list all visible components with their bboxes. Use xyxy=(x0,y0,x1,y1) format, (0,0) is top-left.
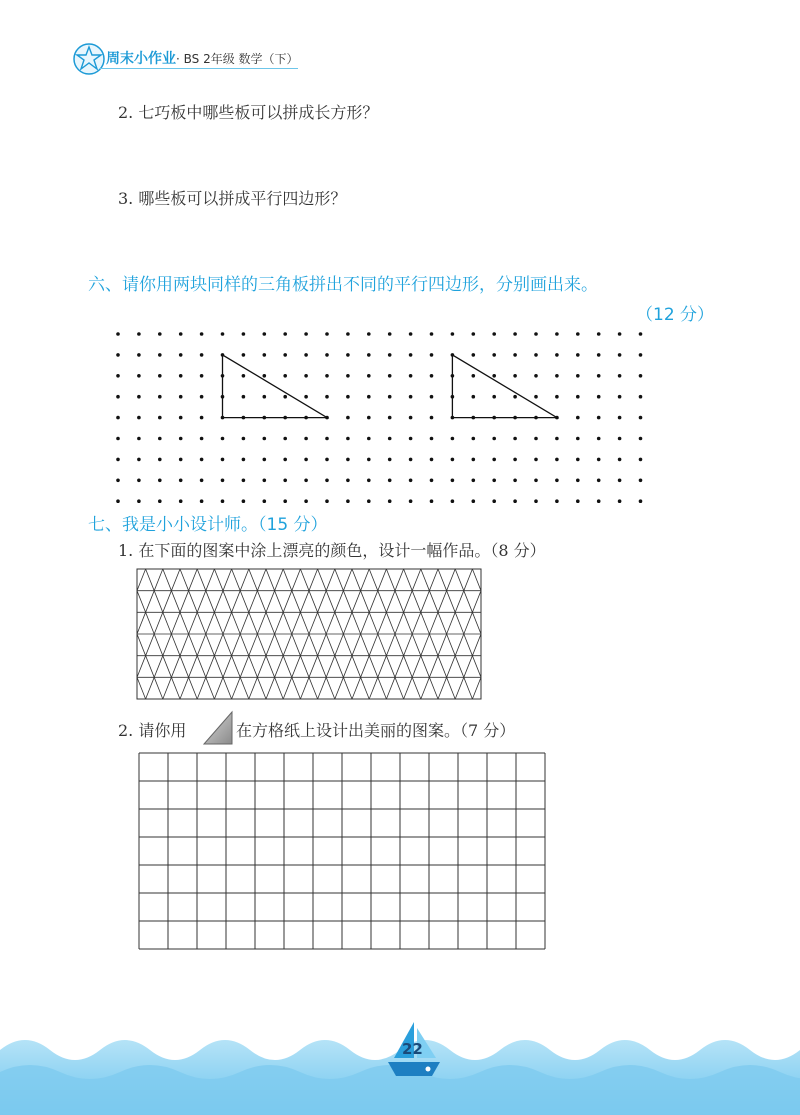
grid-dot[interactable] xyxy=(346,479,350,483)
grid-dot[interactable] xyxy=(639,395,643,399)
grid-dot[interactable] xyxy=(242,479,246,483)
grid-dot[interactable] xyxy=(242,458,246,462)
grid-dot[interactable] xyxy=(367,353,371,357)
grid-dot[interactable] xyxy=(242,353,246,357)
grid-dot[interactable] xyxy=(430,395,434,399)
grid-dot[interactable] xyxy=(534,395,538,399)
grid-dot[interactable] xyxy=(137,499,141,503)
grid-dot[interactable] xyxy=(430,353,434,357)
grid-dot[interactable] xyxy=(513,374,517,378)
grid-dot[interactable] xyxy=(304,395,308,399)
grid-dot[interactable] xyxy=(534,499,538,503)
grid-dot[interactable] xyxy=(263,353,267,357)
grid-dot[interactable] xyxy=(242,374,246,378)
grid-dot[interactable] xyxy=(388,374,392,378)
grid-dot[interactable] xyxy=(409,437,413,441)
grid-dot[interactable] xyxy=(158,332,162,336)
grid-dot[interactable] xyxy=(430,416,434,420)
grid-dot[interactable] xyxy=(576,374,580,378)
grid-dot[interactable] xyxy=(409,416,413,420)
grid-dot[interactable] xyxy=(597,479,601,483)
section-7-item-2-prefix: 2. 请你用 xyxy=(118,721,187,740)
grid-dot[interactable] xyxy=(597,416,601,420)
triangle-pattern-grid[interactable] xyxy=(136,568,482,700)
grid-dot[interactable] xyxy=(179,353,183,357)
grid-dot[interactable] xyxy=(534,437,538,441)
grid-dot[interactable] xyxy=(137,479,141,483)
grid-dot[interactable] xyxy=(325,437,329,441)
grid-dot[interactable] xyxy=(639,458,643,462)
grid-dot[interactable] xyxy=(304,458,308,462)
grid-dot[interactable] xyxy=(200,458,204,462)
grid-dot[interactable] xyxy=(430,374,434,378)
grid-dot[interactable] xyxy=(116,499,120,503)
grid-dot[interactable] xyxy=(409,395,413,399)
grid-dot[interactable] xyxy=(346,458,350,462)
grid-dot[interactable] xyxy=(472,395,476,399)
grid-dot[interactable] xyxy=(555,353,559,357)
grid-dot[interactable] xyxy=(618,458,622,462)
grid-dot[interactable] xyxy=(137,437,141,441)
grid-dot[interactable] xyxy=(283,437,287,441)
grid-dot[interactable] xyxy=(263,374,267,378)
grid-dot[interactable] xyxy=(388,479,392,483)
grid-dot[interactable] xyxy=(430,499,434,503)
grid-dot[interactable] xyxy=(116,353,120,357)
grid-dot[interactable] xyxy=(388,353,392,357)
grid-dot[interactable] xyxy=(534,479,538,483)
grid-dot[interactable] xyxy=(597,374,601,378)
dot-grid[interactable] xyxy=(0,0,800,520)
grid-dot[interactable] xyxy=(597,353,601,357)
grid-dot[interactable] xyxy=(283,395,287,399)
grid-dot[interactable] xyxy=(513,353,517,357)
grid-dot[interactable] xyxy=(179,458,183,462)
grid-dot[interactable] xyxy=(179,395,183,399)
grid-dot[interactable] xyxy=(242,395,246,399)
grid-dot[interactable] xyxy=(304,437,308,441)
grid-dot[interactable] xyxy=(325,374,329,378)
grid-dot[interactable] xyxy=(263,499,267,503)
grid-dot[interactable] xyxy=(200,374,204,378)
grid-dot[interactable] xyxy=(492,374,496,378)
grid-dot[interactable] xyxy=(325,353,329,357)
grid-dot[interactable] xyxy=(304,499,308,503)
grid-dot[interactable] xyxy=(263,395,267,399)
grid-dot[interactable] xyxy=(263,332,267,336)
grid-dot[interactable] xyxy=(283,374,287,378)
example-triangle-right xyxy=(452,355,557,418)
grid-dot[interactable] xyxy=(534,353,538,357)
header-subtitle: · BS 2年级 数学（下） xyxy=(176,52,299,66)
grid-dot[interactable] xyxy=(555,332,559,336)
grid-dot[interactable] xyxy=(534,458,538,462)
grid-dot[interactable] xyxy=(325,458,329,462)
grid-dot[interactable] xyxy=(304,374,308,378)
grid-dot[interactable] xyxy=(283,499,287,503)
grid-dot[interactable] xyxy=(597,437,601,441)
grid-dot[interactable] xyxy=(451,458,455,462)
grid-dot[interactable] xyxy=(346,353,350,357)
grid-dot[interactable] xyxy=(200,395,204,399)
grid-dot[interactable] xyxy=(472,353,476,357)
grid-dot[interactable] xyxy=(639,353,643,357)
grid-dot[interactable] xyxy=(158,458,162,462)
grid-dot[interactable] xyxy=(346,395,350,399)
grid-dot[interactable] xyxy=(263,437,267,441)
grid-dot[interactable] xyxy=(367,479,371,483)
grid-dot[interactable] xyxy=(513,332,517,336)
grid-dot[interactable] xyxy=(472,499,476,503)
grid-dot[interactable] xyxy=(639,416,643,420)
grid-dot[interactable] xyxy=(534,332,538,336)
grid-dot[interactable] xyxy=(221,479,225,483)
grid-dot[interactable] xyxy=(346,332,350,336)
grid-dot[interactable] xyxy=(534,374,538,378)
grid-dot[interactable] xyxy=(137,332,141,336)
grid-dot[interactable] xyxy=(555,479,559,483)
grid-dot[interactable] xyxy=(472,332,476,336)
grid-dot[interactable] xyxy=(513,437,517,441)
grid-dot[interactable] xyxy=(576,416,580,420)
grid-dot[interactable] xyxy=(304,479,308,483)
grid-dot[interactable] xyxy=(472,479,476,483)
grid-dot[interactable] xyxy=(116,332,120,336)
grid-dot[interactable] xyxy=(513,395,517,399)
grid-dot[interactable] xyxy=(430,332,434,336)
grid-dot[interactable] xyxy=(200,499,204,503)
grid-dot[interactable] xyxy=(639,479,643,483)
grid-dot[interactable] xyxy=(200,479,204,483)
grid-dot[interactable] xyxy=(200,416,204,420)
grid-dot[interactable] xyxy=(179,499,183,503)
grid-dot[interactable] xyxy=(346,499,350,503)
grid-dot[interactable] xyxy=(492,479,496,483)
grid-dot[interactable] xyxy=(576,479,580,483)
section-6-title: 六、请你用两块同样的三角板拼出不同的平行四边形，分别画出来。 xyxy=(88,275,598,295)
grid-dot[interactable] xyxy=(492,395,496,399)
grid-dot[interactable] xyxy=(492,437,496,441)
grid-dot[interactable] xyxy=(388,395,392,399)
grid-dot[interactable] xyxy=(409,499,413,503)
grid-dot[interactable] xyxy=(492,332,496,336)
grid-dot[interactable] xyxy=(576,395,580,399)
question-3: 3. 哪些板可以拼成平行四边形？ xyxy=(118,189,347,208)
grid-dot[interactable] xyxy=(597,458,601,462)
grid-dot[interactable] xyxy=(388,458,392,462)
grid-dot[interactable] xyxy=(618,332,622,336)
grid-dot[interactable] xyxy=(367,395,371,399)
grid-dot[interactable] xyxy=(597,332,601,336)
grid-dot[interactable] xyxy=(367,458,371,462)
grid-dot[interactable] xyxy=(137,458,141,462)
grid-dot[interactable] xyxy=(179,374,183,378)
grid-dot[interactable] xyxy=(116,479,120,483)
grid-dot[interactable] xyxy=(325,479,329,483)
grid-dot[interactable] xyxy=(221,458,225,462)
grid-dot[interactable] xyxy=(116,437,120,441)
grid-dot[interactable] xyxy=(639,332,643,336)
grid-dot[interactable] xyxy=(618,416,622,420)
grid-dot[interactable] xyxy=(492,353,496,357)
grid-dot[interactable] xyxy=(492,458,496,462)
grid-dot[interactable] xyxy=(451,479,455,483)
grid-dot[interactable] xyxy=(179,416,183,420)
grid-dot[interactable] xyxy=(116,458,120,462)
grid-dot[interactable] xyxy=(137,416,141,420)
grid-dot[interactable] xyxy=(430,479,434,483)
grid-dot[interactable] xyxy=(388,332,392,336)
grid-dot[interactable] xyxy=(513,479,517,483)
grid-dot[interactable] xyxy=(409,332,413,336)
grid-dot[interactable] xyxy=(283,458,287,462)
grid-dot[interactable] xyxy=(618,374,622,378)
grid-dot[interactable] xyxy=(513,499,517,503)
grid-dot[interactable] xyxy=(576,353,580,357)
grid-dot[interactable] xyxy=(492,499,496,503)
grid-dot[interactable] xyxy=(221,499,225,503)
grid-dot[interactable] xyxy=(388,416,392,420)
grid-dot[interactable] xyxy=(137,374,141,378)
grid-dot[interactable] xyxy=(576,437,580,441)
grid-dot[interactable] xyxy=(388,499,392,503)
section-7-title: 七、我是小小设计师。（15 分） xyxy=(88,515,328,535)
grid-dot[interactable] xyxy=(409,479,413,483)
grid-dot[interactable] xyxy=(555,458,559,462)
grid-dot[interactable] xyxy=(576,332,580,336)
grid-dot[interactable] xyxy=(325,395,329,399)
grid-dot[interactable] xyxy=(618,395,622,399)
grid-dot[interactable] xyxy=(325,332,329,336)
grid-dot[interactable] xyxy=(200,332,204,336)
grid-dot[interactable] xyxy=(451,437,455,441)
grid-dot[interactable] xyxy=(555,437,559,441)
grid-dot[interactable] xyxy=(472,437,476,441)
grid-dot[interactable] xyxy=(430,458,434,462)
grid-dot[interactable] xyxy=(639,374,643,378)
grid-dot[interactable] xyxy=(116,416,120,420)
grid-dot[interactable] xyxy=(639,437,643,441)
grid-dot[interactable] xyxy=(639,499,643,503)
grid-dot[interactable] xyxy=(242,332,246,336)
grid-dot[interactable] xyxy=(283,353,287,357)
grid-dot[interactable] xyxy=(555,499,559,503)
grid-dot[interactable] xyxy=(430,437,434,441)
grid-dot[interactable] xyxy=(200,353,204,357)
grid-dot[interactable] xyxy=(158,437,162,441)
grid-dot[interactable] xyxy=(325,499,329,503)
square-grid-paper[interactable] xyxy=(138,752,548,952)
grid-dot[interactable] xyxy=(200,437,204,441)
grid-dot[interactable] xyxy=(409,374,413,378)
grid-dot[interactable] xyxy=(618,479,622,483)
grid-dot[interactable] xyxy=(179,479,183,483)
grid-dot[interactable] xyxy=(346,437,350,441)
grid-dot[interactable] xyxy=(158,353,162,357)
grid-dot[interactable] xyxy=(137,395,141,399)
grid-dot[interactable] xyxy=(263,479,267,483)
example-triangle-left xyxy=(223,355,328,418)
question-2: 2. 七巧板中哪些板可以拼成长方形？ xyxy=(118,103,379,122)
grid-dot[interactable] xyxy=(116,374,120,378)
grid-dot[interactable] xyxy=(158,395,162,399)
grid-dot[interactable] xyxy=(116,395,120,399)
triangle-shape-icon xyxy=(202,710,234,746)
grid-dot[interactable] xyxy=(137,353,141,357)
grid-dot[interactable] xyxy=(179,437,183,441)
section-6-score: （12 分） xyxy=(636,305,715,325)
grid-dot[interactable] xyxy=(472,458,476,462)
grid-dot[interactable] xyxy=(242,437,246,441)
grid-dot[interactable] xyxy=(304,332,308,336)
section-7-item-1: 1. 在下面的图案中涂上漂亮的颜色，设计一幅作品。（8 分） xyxy=(118,541,546,560)
grid-dot[interactable] xyxy=(346,416,350,420)
grid-dot[interactable] xyxy=(367,416,371,420)
grid-dot[interactable] xyxy=(158,499,162,503)
grid-dot[interactable] xyxy=(221,332,225,336)
grid-dot[interactable] xyxy=(597,395,601,399)
grid-dot[interactable] xyxy=(388,437,392,441)
grid-dot[interactable] xyxy=(367,374,371,378)
grid-dot[interactable] xyxy=(555,395,559,399)
grid-dot[interactable] xyxy=(618,437,622,441)
grid-dot[interactable] xyxy=(409,458,413,462)
grid-dot[interactable] xyxy=(221,437,225,441)
grid-dot[interactable] xyxy=(242,499,246,503)
grid-dot[interactable] xyxy=(158,374,162,378)
grid-dot[interactable] xyxy=(555,374,559,378)
grid-dot[interactable] xyxy=(346,374,350,378)
grid-dot[interactable] xyxy=(158,416,162,420)
grid-dot[interactable] xyxy=(158,479,162,483)
grid-dot[interactable] xyxy=(597,499,601,503)
grid-dot[interactable] xyxy=(451,499,455,503)
grid-dot[interactable] xyxy=(283,479,287,483)
grid-dot[interactable] xyxy=(367,332,371,336)
grid-dot[interactable] xyxy=(618,499,622,503)
page-number: 22 xyxy=(402,1040,423,1058)
grid-dot[interactable] xyxy=(263,458,267,462)
header-brand: 周末小作业 xyxy=(106,51,176,67)
section-7-item-2-suffix: 在方格纸上设计出美丽的图案。（7 分） xyxy=(236,721,516,740)
grid-dot[interactable] xyxy=(409,353,413,357)
grid-dot[interactable] xyxy=(451,332,455,336)
grid-dot[interactable] xyxy=(513,458,517,462)
grid-dot[interactable] xyxy=(367,437,371,441)
grid-dot[interactable] xyxy=(472,374,476,378)
grid-dot[interactable] xyxy=(367,499,371,503)
grid-dot[interactable] xyxy=(576,458,580,462)
grid-dot[interactable] xyxy=(304,353,308,357)
grid-dot[interactable] xyxy=(283,332,287,336)
grid-dot[interactable] xyxy=(179,332,183,336)
grid-dot[interactable] xyxy=(618,353,622,357)
grid-dot[interactable] xyxy=(576,499,580,503)
